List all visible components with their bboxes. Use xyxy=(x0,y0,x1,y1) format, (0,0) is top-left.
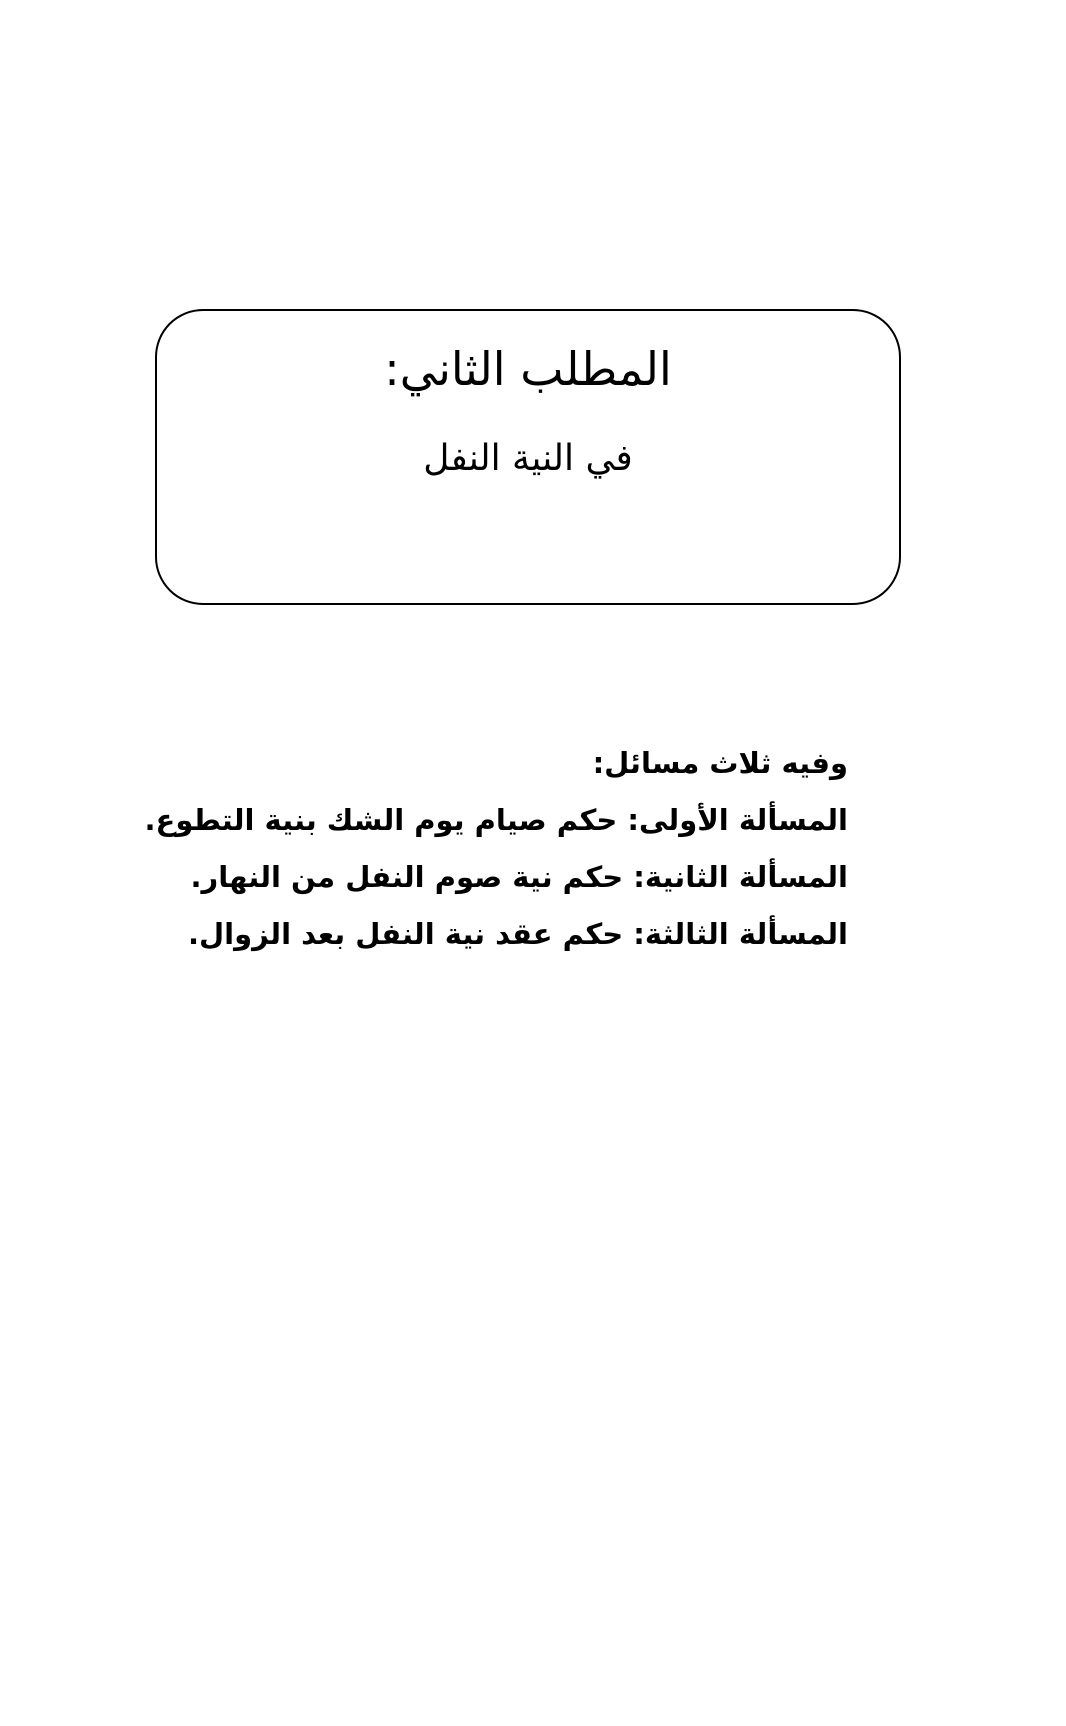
issues-list xyxy=(128,735,848,963)
issue-item-1: المسألة الأولى: حكم صيام يوم الشك بنية التطوع. xyxy=(144,803,848,837)
issue-item-2: المسألة الثانية: حكم نية صوم النفل من النهار. xyxy=(190,860,848,894)
section-subtitle: في النية النفل xyxy=(423,438,633,479)
issue-item-3: المسألة الثالثة: حكم عقد نية النفل بعد الزوال. xyxy=(188,917,848,951)
issues-intro: وفيه ثلاث مسائل: xyxy=(592,746,848,780)
section-title-box xyxy=(155,309,901,605)
section-title: المطلب الثاني: xyxy=(384,342,672,396)
